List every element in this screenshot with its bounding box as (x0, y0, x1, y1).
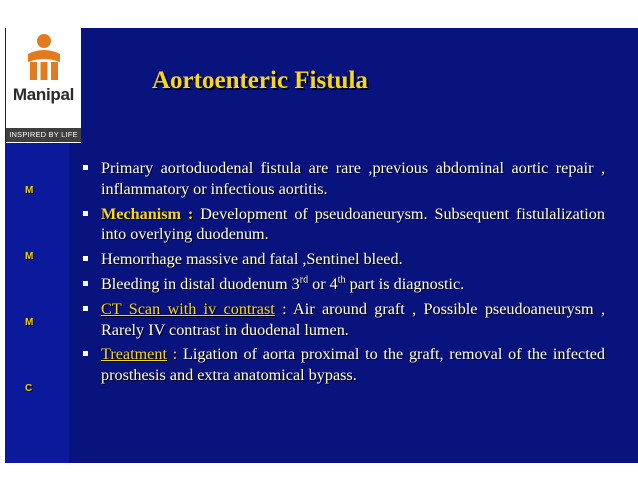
bullet-text: Hemorrhage massive and fatal ,Sentinel bleed. (101, 250, 403, 269)
bullet-item (83, 249, 605, 270)
square-bullet-icon (83, 211, 88, 216)
manipal-logo-icon (20, 32, 68, 82)
slide-title: Aortoenteric Fistula (152, 67, 368, 94)
bullet-label: CT Scan with iv contrast (101, 299, 275, 318)
bullet-label: Mechanism : (101, 204, 194, 223)
bullet-label-suffix: : (166, 345, 178, 364)
bullet-item (83, 274, 605, 295)
bullet-item (83, 204, 605, 246)
logo-name: Manipal (12, 85, 75, 104)
bullet-list (83, 158, 605, 390)
slide (5, 28, 638, 463)
square-bullet-icon (83, 306, 88, 311)
bullet-item (83, 344, 605, 386)
bullet-item (83, 158, 605, 200)
square-bullet-icon (83, 165, 88, 170)
bullet-text: Ligation of aorta proximal to the graft, removal of the infected prosthesis and extra anatomical bypass. (101, 345, 605, 385)
bullet-label: Treatment (101, 345, 167, 364)
sidebar-letter: M (25, 185, 34, 196)
square-bullet-icon (83, 281, 88, 286)
square-bullet-icon (83, 256, 88, 261)
bullet-text: part is diagnostic. (345, 274, 465, 293)
superscript: rd (299, 274, 309, 286)
logo-tagline: INSPIRED BY LIFE (6, 128, 81, 142)
bullet-text: or 4 (308, 274, 338, 293)
bullet-text: : Air around graft , Possible pseudoaneurysm , Rarely IV contrast in duodenal lumen. (101, 299, 605, 339)
bullet-text: Primary aortoduodenal fistula are rare ,previous abdominal aortic repair , inflammatory or infectious aortitis. (101, 159, 605, 198)
bullet-item (83, 299, 605, 341)
superscript: th (337, 274, 346, 286)
bullet-text: Development of pseudoaneurysm. Subsequent fistulalization into overlying duodenum. (101, 204, 605, 244)
manipal-logo (6, 28, 81, 143)
square-bullet-icon (83, 351, 88, 356)
sidebar-letter: C (25, 383, 33, 394)
sidebar-letter: M (25, 251, 34, 262)
bullet-text: Bleeding in distal duodenum 3 (101, 274, 300, 293)
sidebar-letter: M (25, 317, 34, 328)
